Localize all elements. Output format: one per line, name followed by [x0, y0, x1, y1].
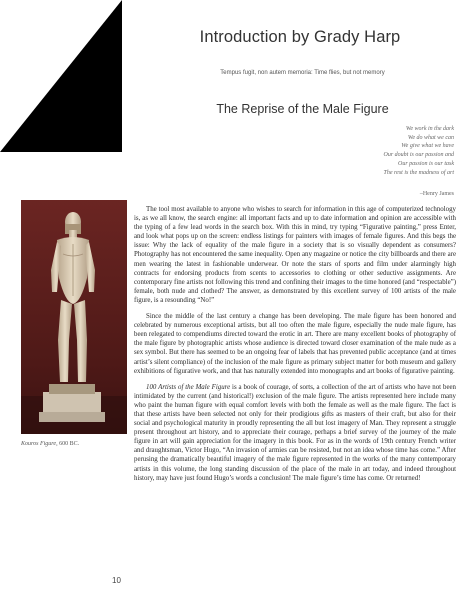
- section-subtitle: The Reprise of the Male Figure: [216, 102, 389, 116]
- epigraph-line: The rest is the madness of art: [383, 169, 454, 176]
- body-paragraph: [134, 383, 456, 483]
- page-title: Introduction by Grady Harp: [199, 28, 401, 46]
- epigraph-line: We give what we have: [401, 143, 454, 150]
- latin-motto: Tempus fugit, non autem memoria: Time flies, but not memory: [220, 70, 385, 76]
- kouros-statue-photo: [21, 200, 127, 434]
- body-paragraph: The tool most available to anyone who wishes to search for information in this age of computerized technology is, as we all know, the search engine: all important facts and up to date information and opinion are accessible with the typing of a few lead words in the search box. With this in mind, try typing “Figurative painting,” press Enter, and look what pops up on the screen: endless listings for painters with images of female figures. And this begs the issue: Why the lack of equality of the male figure in a society that is so visually dependent as consumers? Photography has not encountered the same inequality. Open any magazine or notice the city billboards and there are men wearing the latest in fashionable underwear. Or note the stars of sports and film under alarmingly high contracts for endorsing products from scents to accessories to clothing or other seductive assignments. Are contemporary fine artists not following this trend and confining their images to the time honored (and “respectable”) female, both nude and clothed? The answer, as demonstrated by this excellent survey of 100 artists of the male figure, is a resounding “No!”: [134, 206, 456, 304]
- figure-caption-date: , 600 BC.: [56, 441, 80, 447]
- body-paragraph-text: is a book of courage, of sorts, a collection of the art of artists who have not been intimidated by the current (and historical!) exclusion of the male figure. The artists represented here include many who paint the human figure with equal comfort levels with both the female as well as the male figure. The fact is that these artists have been selected not only for their prodigious gifts as masters of their craft, but also for their social and psychological maturity in proudly representing the all but lost imagery of Man. They represent a struggle present throughout art history, and to appreciate their courage, perhaps a brief survey of the journey of the male figure in art will gain appreciation for the imagery in this book. For as in the words of 19th century French writer and draughtsman, Victor Hugo, “An invasion of armies can be resisted, but not an idea whose time has come.” After perusing the dramatically beautiful imagery of the male figure represented in the works of the many contemporary artists in this volume, the long standing discussion of the place of the male in art today, and indeed throughout history, may have just found Hugo’s words a conclusion! The male figure’s time has come. Or returned!: [134, 383, 457, 482]
- epigraph-attribution: –Henry James: [419, 191, 454, 197]
- page-number: 10: [112, 576, 121, 585]
- epigraph-line: Our doubt is our passion and: [383, 152, 454, 159]
- epigraph-line: We do what we can: [407, 134, 454, 141]
- epigraph-verse: [383, 125, 454, 177]
- body-paragraph: Since the middle of the last century a change has been developing. The male figure has been honored and celebrated by numerous exceptional artists, but all too often the male figure, especially the nude male figure, has been relegated to compendiums directed toward the erotic in art. There are many excellent books of photography of the male figure by photographic artists whose audience is directed toward closer examination of the male nude as a sex symbol. But there has seemed to be an ongoing fear of labels that has prevented public acceptance (and at times artist’s silent compliance) of the inclusion of the male figure as primary subject matter for both museum and gallery exhibitions of figurative work, and that has naturally extended into monographs and art books of figurative painting.: [134, 313, 456, 375]
- epigraph-line: We work in the dark: [405, 126, 454, 132]
- kouros-statue-illustration: [21, 200, 127, 434]
- book-title-italic: 100 Artists of the Male Figure: [146, 383, 231, 391]
- epigraph-line: Our passion is our task: [397, 160, 454, 167]
- corner-triangle-decoration: [0, 0, 122, 152]
- figure-caption-title: Kouros Figure: [21, 441, 57, 447]
- article-body: [134, 205, 456, 490]
- figure-caption: [21, 441, 79, 447]
